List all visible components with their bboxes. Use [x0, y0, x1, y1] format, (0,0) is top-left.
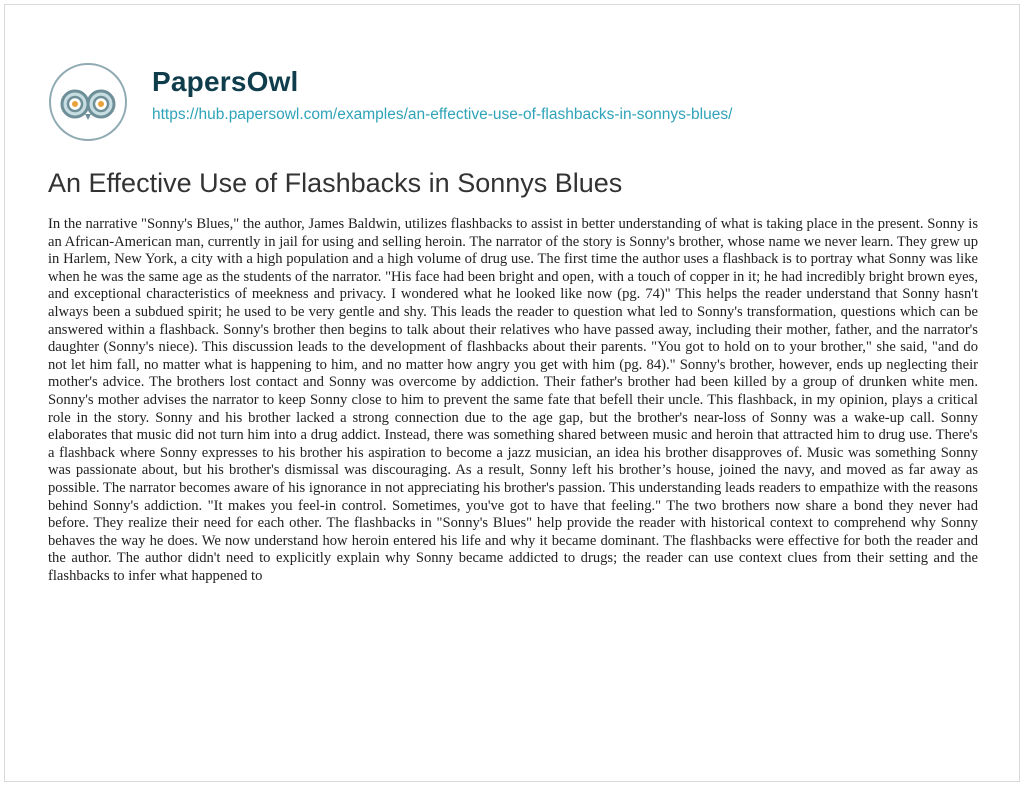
owl-eyes-logo-icon[interactable]: [48, 62, 128, 142]
site-header: [48, 62, 978, 142]
brand-name[interactable]: PapersOwl: [152, 66, 299, 97]
source-url-link[interactable]: https://hub.papersowl.com/examples/an-effective-use-of-flashbacks-in-sonnys-blues/: [152, 106, 733, 123]
document-body: In the narrative "Sonny's Blues," the author, James Baldwin, utilizes flashbacks to assist in better understanding of what is taking place in the present. Sonny is an African-American man, currently in jail for using and selling heroin. The narrator of the story is Sonny's brother, whose name we never learn. They grew up in Harlem, New York, a city with a high population and a high volume of drug use. The first time the author uses a flashback is to portray what Sonny was like when he was the same age as the students of the narrator. "His face had been bright and open, with a touch of copper in it; he had incredibly bright brown eyes, and exceptional characteristics of meekness and privacy. I wondered what he looked like now (pg. 74)" This helps the reader understand that Sonny hasn't always been a subdued spirit; he used to be very gentle and shy. This leads the reader to question what led to Sonny's transformation, questions which can be answered within a flashback. Sonny's brother then begins to talk about their relatives who have passed away, including their mother, father, and the narrator's daughter (Sonny's niece). This discussion leads to the development of flashbacks about their parents. "You got to hold on to your brother," she said, "and do not let him fall, no matter what is happening to him, and no matter how angry you get with him (pg. 84)." Sonny's brother, however, ends up neglecting their mother's advice. The brothers lost contact and Sonny was overcome by addiction. Their father's brother had been killed by a group of drunken white men. Sonny's mother advises the narrator to keep Sonny close to him to prevent the same fate that befell their uncle. This flashback, in my opinion, plays a critical role in the story. Sonny and his brother lacked a strong connection due to the age gap, but the brother's near-loss of Sonny was a wake-up call. Sonny elaborates that music did not turn him into a drug addict. Instead, there was something shared between music and heroin that attracted him to drug use. There's a flashback where Sonny expresses to his brother his aspiration to become a jazz musician, an idea his brother disapproves of. Music was something Sonny was passionate about, but his brother's dismissal was discouraging. As a result, Sonny left his brother’s house, joined the navy, and moved as far away as possible. The narrator becomes aware of his ignorance in not appreciating his brother's passion. This understanding leads readers to empathize with the reasons behind Sonny's addiction. "It makes you feel-in control. Sometimes, you've got to have that feeling." The two brothers now share a bond they never had before. They realize their need for each other. The flashbacks in "Sonny's Blues" help provide the reader with historical context to comprehend why Sonny behaves the way he does. We now understand how heroin entered his life and why it became dominant. The flashbacks were effective for both the reader and the author. The author didn't need to explicitly explain why Sonny became addicted to drugs; the reader can use context clues from their setting and the flashbacks to infer what happened to: [48, 216, 978, 584]
document-title: An Effective Use of Flashbacks in Sonnys Blues: [48, 168, 623, 198]
